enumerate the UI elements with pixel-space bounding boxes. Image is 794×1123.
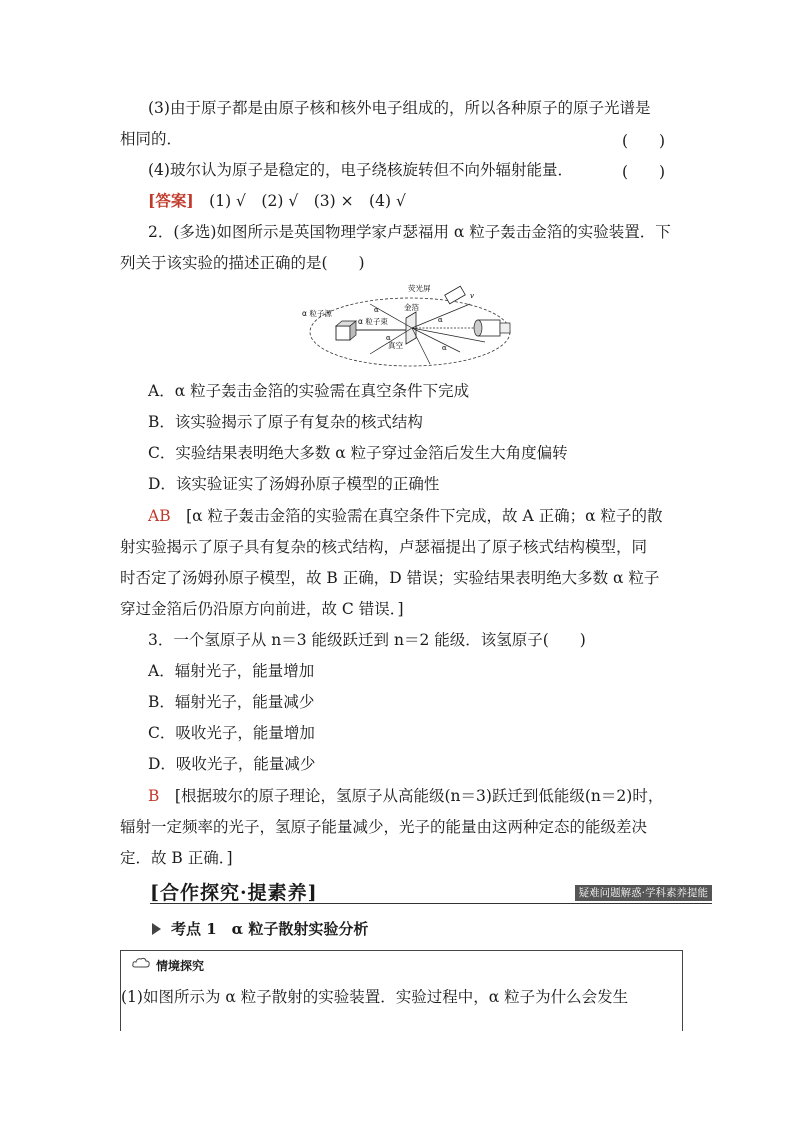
q3-explanation-line2: 辐射一定频率的光子，氢原子能量减少，光子的能量由这两种定态的能级差决 <box>120 818 648 836</box>
q3-option-b: B．辐射光子，能量减少 <box>148 693 315 711</box>
section-title: [合作探究·提素养] <box>150 882 318 904</box>
q2-stem-line2: 列关于该实验的描述正确的是( ) <box>120 254 365 272</box>
microscope-right <box>474 320 510 336</box>
q2-explanation-text1: [α 粒子轰击金箔的实验需在真空条件下完成，故 A 正确；α 粒子的散 <box>186 507 663 525</box>
topic-label: 考点 1 α 粒子散射实验分析 <box>171 920 369 938</box>
inquiry-text: (1)如图所示为 α 粒子散射的实验装置．实验过程中，α 粒子为什么会发生 <box>121 988 629 1006</box>
statement-3-line1: (3)由于原子都是由原子核和核外电子组成的，所以各种原子的原子光谱是 <box>148 99 651 117</box>
label-v: v <box>470 292 474 300</box>
microscope-top <box>445 286 466 304</box>
label-vacuum: 真空 <box>388 341 403 350</box>
q3-option-a: A．辐射光子，能量增加 <box>148 662 315 680</box>
inquiry-label: 情境探究 <box>156 959 205 973</box>
answer-line <box>148 191 406 211</box>
label-screen: 荧光屏 <box>408 284 431 293</box>
q2-option-c: C．实验结果表明绝大多数 α 粒子穿过金箔后发生大角度偏转 <box>148 444 568 462</box>
source-box <box>336 326 350 340</box>
q2-explanation-line1 <box>148 506 662 526</box>
q2-option-d: D．该实验证实了汤姆孙原子模型的正确性 <box>148 475 440 493</box>
q2-explanation-line4: 穿过金箔后仍沿原方向前进，故 C 错误．] <box>120 600 404 618</box>
statement-3-paren: ( ) <box>622 132 666 150</box>
gold-foil <box>406 312 416 344</box>
q3-option-d: D．吸收光子，能量减少 <box>148 755 316 773</box>
inquiry-box <box>120 950 683 1031</box>
section-rule <box>150 903 712 904</box>
q2-answer-key: AB <box>148 507 171 525</box>
q3-explanation-line1 <box>148 786 663 806</box>
label-alpha-1: α <box>386 334 391 342</box>
topic-heading <box>152 918 368 939</box>
label-alpha-2: α <box>442 344 447 352</box>
section-tag: 疑难问题解惑·学科素养提能 <box>575 885 712 901</box>
q2-option-a: A．α 粒子轰击金箔的实验需在真空条件下完成 <box>148 382 470 400</box>
statement-4: (4)玻尔认为原子是稳定的，电子绕核旋转但不向外辐射能量． <box>148 161 573 179</box>
label-beam: α 粒子束 <box>358 317 388 326</box>
q2-explanation-line3: 时否定了汤姆孙原子模型，故 B 正确，D 错误；实验结果表明绝大多数 α 粒子 <box>120 569 660 587</box>
play-triangle-icon <box>152 923 161 935</box>
q2-explanation-line2: 射实验揭示了原子具有复杂的核式结构，卢瑟福提出了原子核式结构模型，同 <box>120 538 648 556</box>
q3-explanation-text1: [根据玻尔的原子理论，氢原子从高能级(n＝3)跃迁到低能级(n＝2)时， <box>174 787 664 805</box>
rutherford-apparatus-figure <box>300 282 515 374</box>
q3-explanation-line3: 定．故 B 正确．] <box>120 849 233 867</box>
answer-text: (1) √ (2) √ (3) × (4) √ <box>193 192 406 210</box>
section-header <box>150 878 712 904</box>
label-alpha-4: α <box>438 316 443 324</box>
statement-3-line2: 相同的． <box>120 130 183 148</box>
label-source: α 粒子源 <box>302 309 332 318</box>
label-foil: 金箔 <box>404 303 419 312</box>
statement-4-paren: ( ) <box>622 163 666 181</box>
q3-answer-key: B <box>148 787 160 805</box>
cloud-icon <box>131 956 151 970</box>
answer-label: [答案] <box>148 191 194 210</box>
q3-stem: 3．一个氢原子从 n＝3 能级跃迁到 n＝2 能级．该氢原子( ) <box>148 631 586 649</box>
q3-option-c: C．吸收光子，能量增加 <box>148 724 315 742</box>
q2-option-b: B．该实验揭示了原子有复杂的核式结构 <box>148 413 423 431</box>
q2-stem-line1: 2．(多选)如图所示是英国物理学家卢瑟福用 α 粒子轰击金箔的实验装置．下 <box>148 223 671 241</box>
label-alpha-3: α <box>374 306 379 314</box>
